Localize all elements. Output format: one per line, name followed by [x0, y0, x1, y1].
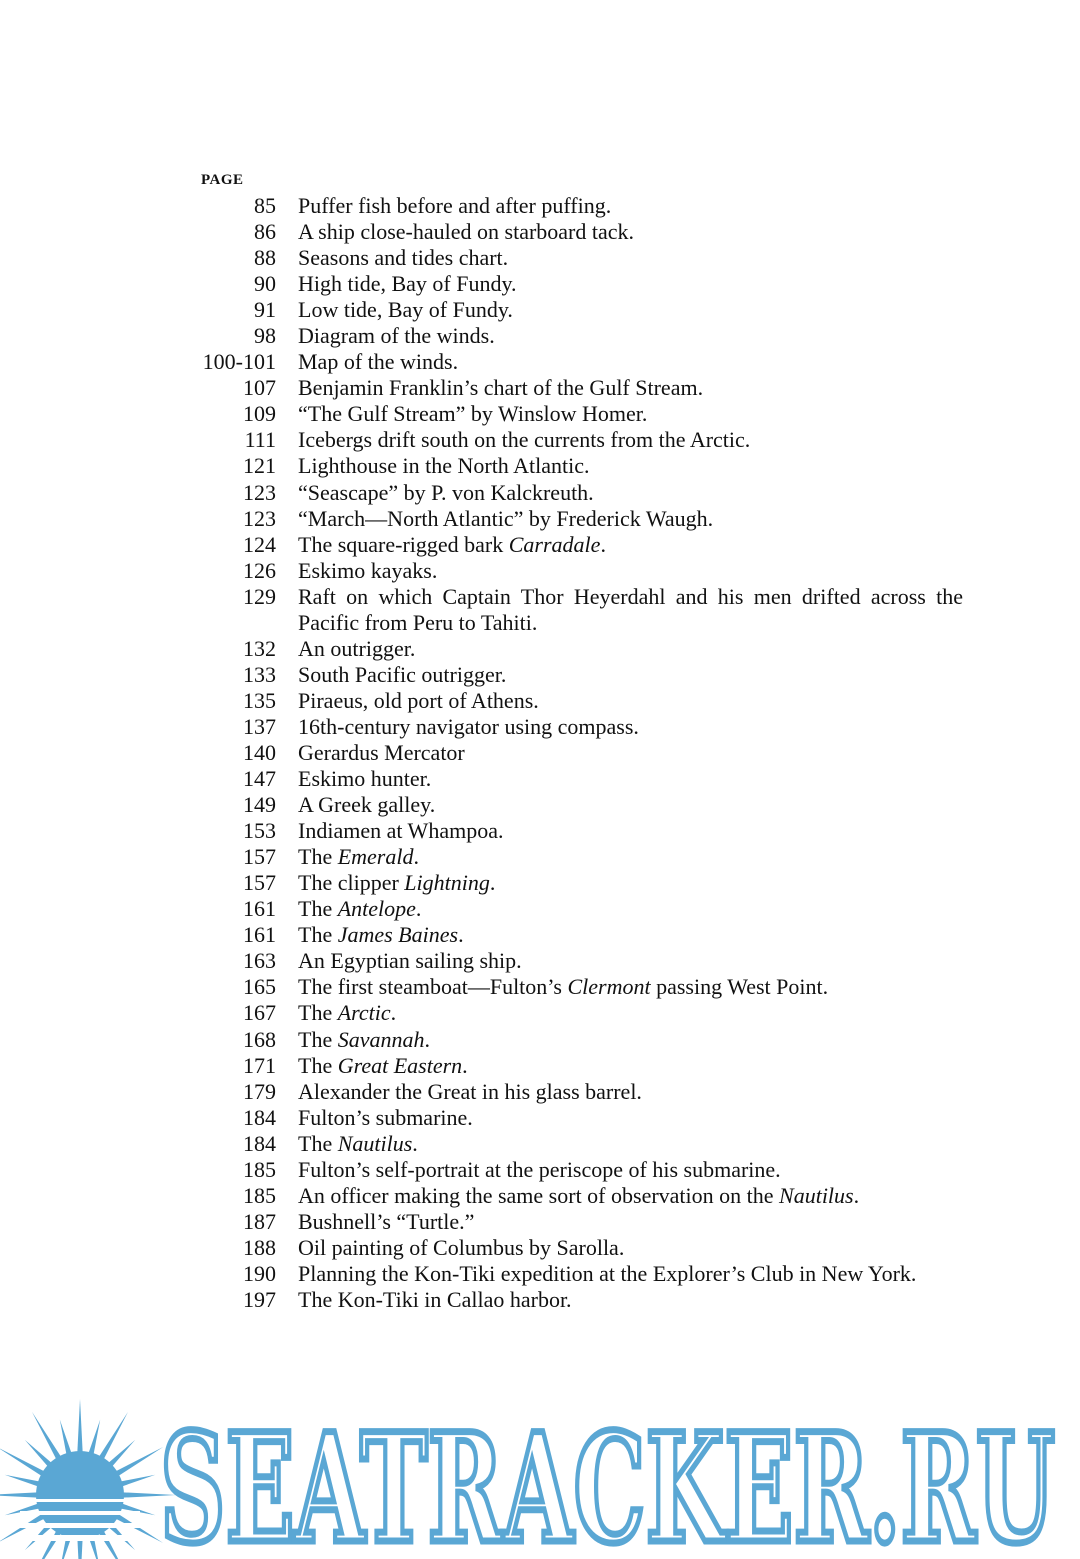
- page-number: 171: [243, 1052, 276, 1078]
- caption: [298, 427, 963, 453]
- caption: [298, 1053, 963, 1079]
- caption-text: .: [390, 1000, 397, 1026]
- list-item: [195, 375, 975, 401]
- caption-text: The clipper: [298, 870, 405, 896]
- caption: [298, 558, 963, 584]
- caption-text: .: [413, 844, 419, 870]
- list-item: [195, 506, 975, 532]
- list-item: [195, 245, 975, 271]
- caption-text: Gerardus Mercator: [298, 739, 465, 765]
- caption-text: .: [600, 531, 606, 557]
- list-item: [195, 1027, 975, 1053]
- caption-title: Carradale: [508, 531, 601, 557]
- list-item: [195, 1131, 975, 1157]
- caption: [298, 818, 963, 844]
- list-item: [195, 1000, 975, 1026]
- caption: [298, 1235, 963, 1261]
- page-number: 163: [243, 948, 276, 974]
- caption: [298, 714, 963, 740]
- list-item: [195, 297, 975, 323]
- caption-text: Bushnell’s “Turtle.”: [298, 1208, 475, 1234]
- list-item: [195, 323, 975, 349]
- caption-text: Eskimo kayaks.: [298, 557, 438, 583]
- list-item: [195, 532, 975, 558]
- caption-text: Alexander the Great in his glass barrel.: [298, 1078, 642, 1104]
- list-item: [195, 1157, 975, 1183]
- caption: [298, 349, 963, 375]
- page-number: 85: [254, 193, 276, 218]
- caption: [298, 1131, 963, 1157]
- page-number: 140: [243, 739, 276, 765]
- list-item: [195, 896, 975, 922]
- caption-text: A Greek galley.: [298, 792, 436, 818]
- caption: [298, 401, 963, 427]
- caption-text: An outrigger.: [298, 635, 416, 661]
- caption: [298, 1027, 963, 1053]
- caption-text: High tide, Bay of Fundy.: [298, 271, 517, 297]
- page-number: 157: [243, 844, 276, 870]
- caption-title: Antelope: [337, 896, 416, 922]
- caption-text: South Pacific outrigger.: [298, 661, 507, 687]
- page-number: 137: [243, 713, 276, 739]
- caption: [298, 974, 963, 1000]
- page-number: 129: [243, 583, 276, 609]
- caption: [298, 245, 963, 271]
- caption: [298, 688, 963, 714]
- caption-title: James Baines: [337, 922, 459, 948]
- caption: [298, 532, 963, 558]
- caption-text: The: [298, 1052, 338, 1078]
- caption-text: Eskimo hunter.: [298, 766, 432, 792]
- page-number: 167: [243, 1000, 276, 1026]
- page-number: 161: [243, 896, 276, 922]
- caption-title: Clermont: [567, 974, 651, 1000]
- watermark: [0, 1395, 1080, 1559]
- page-number: 190: [243, 1260, 276, 1286]
- list-item: [195, 1053, 975, 1079]
- caption: [298, 506, 963, 532]
- caption-text: Diagram of the winds.: [298, 323, 495, 349]
- caption-title: Nautilus: [337, 1130, 413, 1156]
- caption-text: Fulton’s submarine.: [298, 1104, 473, 1130]
- list-item: [195, 1183, 975, 1209]
- caption-text: Low tide, Bay of Fundy.: [298, 297, 513, 323]
- page-number: 187: [243, 1208, 276, 1234]
- page-number: 88: [254, 245, 276, 271]
- caption-title: Emerald: [337, 844, 414, 870]
- page-number: 185: [243, 1182, 276, 1208]
- caption-text: The first steamboat—Fulton’s: [298, 974, 568, 1000]
- caption: [298, 1287, 963, 1313]
- list-item: [195, 688, 975, 714]
- page-number: 188: [243, 1234, 276, 1260]
- page-number: 109: [243, 401, 276, 427]
- illustration-list: [195, 193, 975, 1313]
- list-item: [195, 193, 975, 219]
- caption-text: Indiamen at Whampoa.: [298, 818, 504, 844]
- caption-text: .: [853, 1182, 860, 1208]
- caption: [298, 948, 963, 974]
- list-item: [195, 584, 975, 636]
- page-number: 111: [244, 427, 276, 453]
- page-number: 126: [243, 557, 276, 583]
- caption-text: .: [424, 1026, 430, 1052]
- list-item: [195, 480, 975, 506]
- caption: [298, 896, 963, 922]
- page-number: 197: [243, 1286, 276, 1312]
- page-number: 184: [243, 1104, 276, 1130]
- list-item: [195, 714, 975, 740]
- caption-text: Puffer fish before and after puffing.: [298, 193, 612, 218]
- sun-icon: [0, 1399, 176, 1559]
- list-item: [195, 818, 975, 844]
- list-item: [195, 844, 975, 870]
- caption-text: Piraeus, old port of Athens.: [298, 687, 539, 713]
- list-item: [195, 1105, 975, 1131]
- page-number: 161: [243, 922, 276, 948]
- page-number: 165: [243, 974, 276, 1000]
- list-item: [195, 349, 975, 375]
- caption-text: The: [298, 1026, 338, 1052]
- caption: [298, 1157, 963, 1183]
- caption-text: The: [298, 844, 338, 870]
- caption-text: passing West Point.: [650, 974, 829, 1000]
- page-number: 184: [243, 1130, 276, 1156]
- caption-text: .: [458, 922, 464, 948]
- list-item: [195, 740, 975, 766]
- page-number: 153: [243, 818, 276, 844]
- caption: [298, 1261, 963, 1287]
- page-number: 132: [243, 635, 276, 661]
- caption: [298, 1209, 963, 1235]
- list-item: [195, 1235, 975, 1261]
- caption-text: “March—North Atlantic” by Frederick Waugh.: [298, 505, 714, 531]
- caption-text: .: [462, 1052, 468, 1078]
- caption: [298, 219, 963, 245]
- caption-title: Great Eastern: [337, 1052, 463, 1078]
- page-number: 149: [243, 792, 276, 818]
- list-item: [195, 870, 975, 896]
- list-item: [195, 974, 975, 1000]
- caption-text: The: [298, 896, 338, 922]
- caption-title: Arctic: [337, 1000, 391, 1026]
- page-number: 91: [254, 297, 276, 323]
- list-item: [195, 271, 975, 297]
- list-item: [195, 662, 975, 688]
- caption: [298, 1105, 963, 1131]
- caption-title: Nautilus: [779, 1182, 854, 1208]
- watermark-text: SEATRACKER.RU: [160, 1401, 1055, 1559]
- page-number: 107: [243, 375, 276, 401]
- page-number: 147: [243, 766, 276, 792]
- caption: [298, 844, 963, 870]
- caption-text: “Seascape” by P. von Kalckreuth.: [298, 479, 594, 505]
- caption-text: The: [298, 1000, 338, 1026]
- page-number: 86: [254, 219, 276, 245]
- list-item: [195, 1209, 975, 1235]
- caption: [298, 193, 963, 219]
- caption: [298, 766, 963, 792]
- page-number: 179: [243, 1078, 276, 1104]
- caption: [298, 636, 963, 662]
- caption: [298, 740, 963, 766]
- page-number: 121: [243, 453, 276, 479]
- page-number: 124: [243, 531, 276, 557]
- list-item: [195, 219, 975, 245]
- caption-title: Savannah: [337, 1026, 425, 1052]
- list-item: [195, 401, 975, 427]
- caption-text: The: [298, 1130, 338, 1156]
- list-item: [195, 558, 975, 584]
- list-item: [195, 636, 975, 662]
- caption-text: Icebergs drift south on the currents from the Arctic.: [298, 427, 751, 453]
- caption: [298, 870, 963, 896]
- page-number: 168: [243, 1026, 276, 1052]
- caption: [298, 1079, 963, 1105]
- list-item: [195, 766, 975, 792]
- caption: [298, 1183, 963, 1209]
- caption-text: The: [298, 922, 338, 948]
- list-item: [195, 1079, 975, 1105]
- page-number: 123: [243, 479, 276, 505]
- caption-text: A ship close-hauled on starboard tack.: [298, 219, 635, 245]
- caption: [298, 584, 963, 636]
- caption-text: Raft on which Captain Thor Heyerdahl and his men drifted across the Pacific from Peru to Tahiti.: [298, 583, 963, 635]
- list-item: [195, 453, 975, 479]
- list-item: [195, 1261, 975, 1287]
- page-number: 90: [254, 271, 276, 297]
- list-item: [195, 1287, 975, 1313]
- caption-text: .: [489, 870, 496, 896]
- caption: [298, 792, 963, 818]
- caption-text: The Kon-Tiki in Callao harbor.: [298, 1286, 572, 1312]
- caption-text: The square-rigged bark: [298, 531, 509, 557]
- page-number: 133: [243, 661, 276, 687]
- caption: [298, 453, 963, 479]
- list-item: [195, 948, 975, 974]
- caption: [298, 922, 963, 948]
- caption: [298, 375, 963, 401]
- caption-text: 16th-century navigator using compass.: [298, 713, 639, 739]
- list-item: [195, 922, 975, 948]
- caption-text: Planning the Kon-Tiki expedition at the Explorer’s Club in New York.: [298, 1260, 917, 1286]
- caption: [298, 662, 963, 688]
- caption-text: Map of the winds.: [298, 349, 459, 375]
- caption-title: Lightning: [404, 870, 490, 896]
- caption: [298, 271, 963, 297]
- caption-text: “The Gulf Stream” by Winslow Homer.: [298, 401, 648, 427]
- list-item: [195, 427, 975, 453]
- caption-text: An officer making the same sort of observation on the: [298, 1182, 780, 1208]
- list-item: [195, 792, 975, 818]
- page-number: 135: [243, 687, 276, 713]
- page-number: 98: [254, 323, 276, 349]
- page-number: 157: [243, 870, 276, 896]
- page-column-header: PAGE: [201, 172, 244, 188]
- caption-text: Seasons and tides chart.: [298, 245, 509, 271]
- caption: [298, 323, 963, 349]
- caption: [298, 297, 963, 323]
- page-number: 185: [243, 1156, 276, 1182]
- caption-text: Lighthouse in the North Atlantic.: [298, 453, 590, 479]
- caption-text: Benjamin Franklin’s chart of the Gulf Stream.: [298, 375, 704, 401]
- caption-text: .: [412, 1130, 418, 1156]
- caption-text: Fulton’s self-portrait at the periscope of his submarine.: [298, 1156, 781, 1182]
- page-number: 123: [243, 505, 276, 531]
- caption: [298, 480, 963, 506]
- caption: [298, 1000, 963, 1026]
- caption-text: An Egyptian sailing ship.: [298, 948, 522, 974]
- caption-text: .: [415, 896, 422, 922]
- caption-text: Oil painting of Columbus by Sarolla.: [298, 1234, 625, 1260]
- page-number: 100-101: [202, 349, 276, 375]
